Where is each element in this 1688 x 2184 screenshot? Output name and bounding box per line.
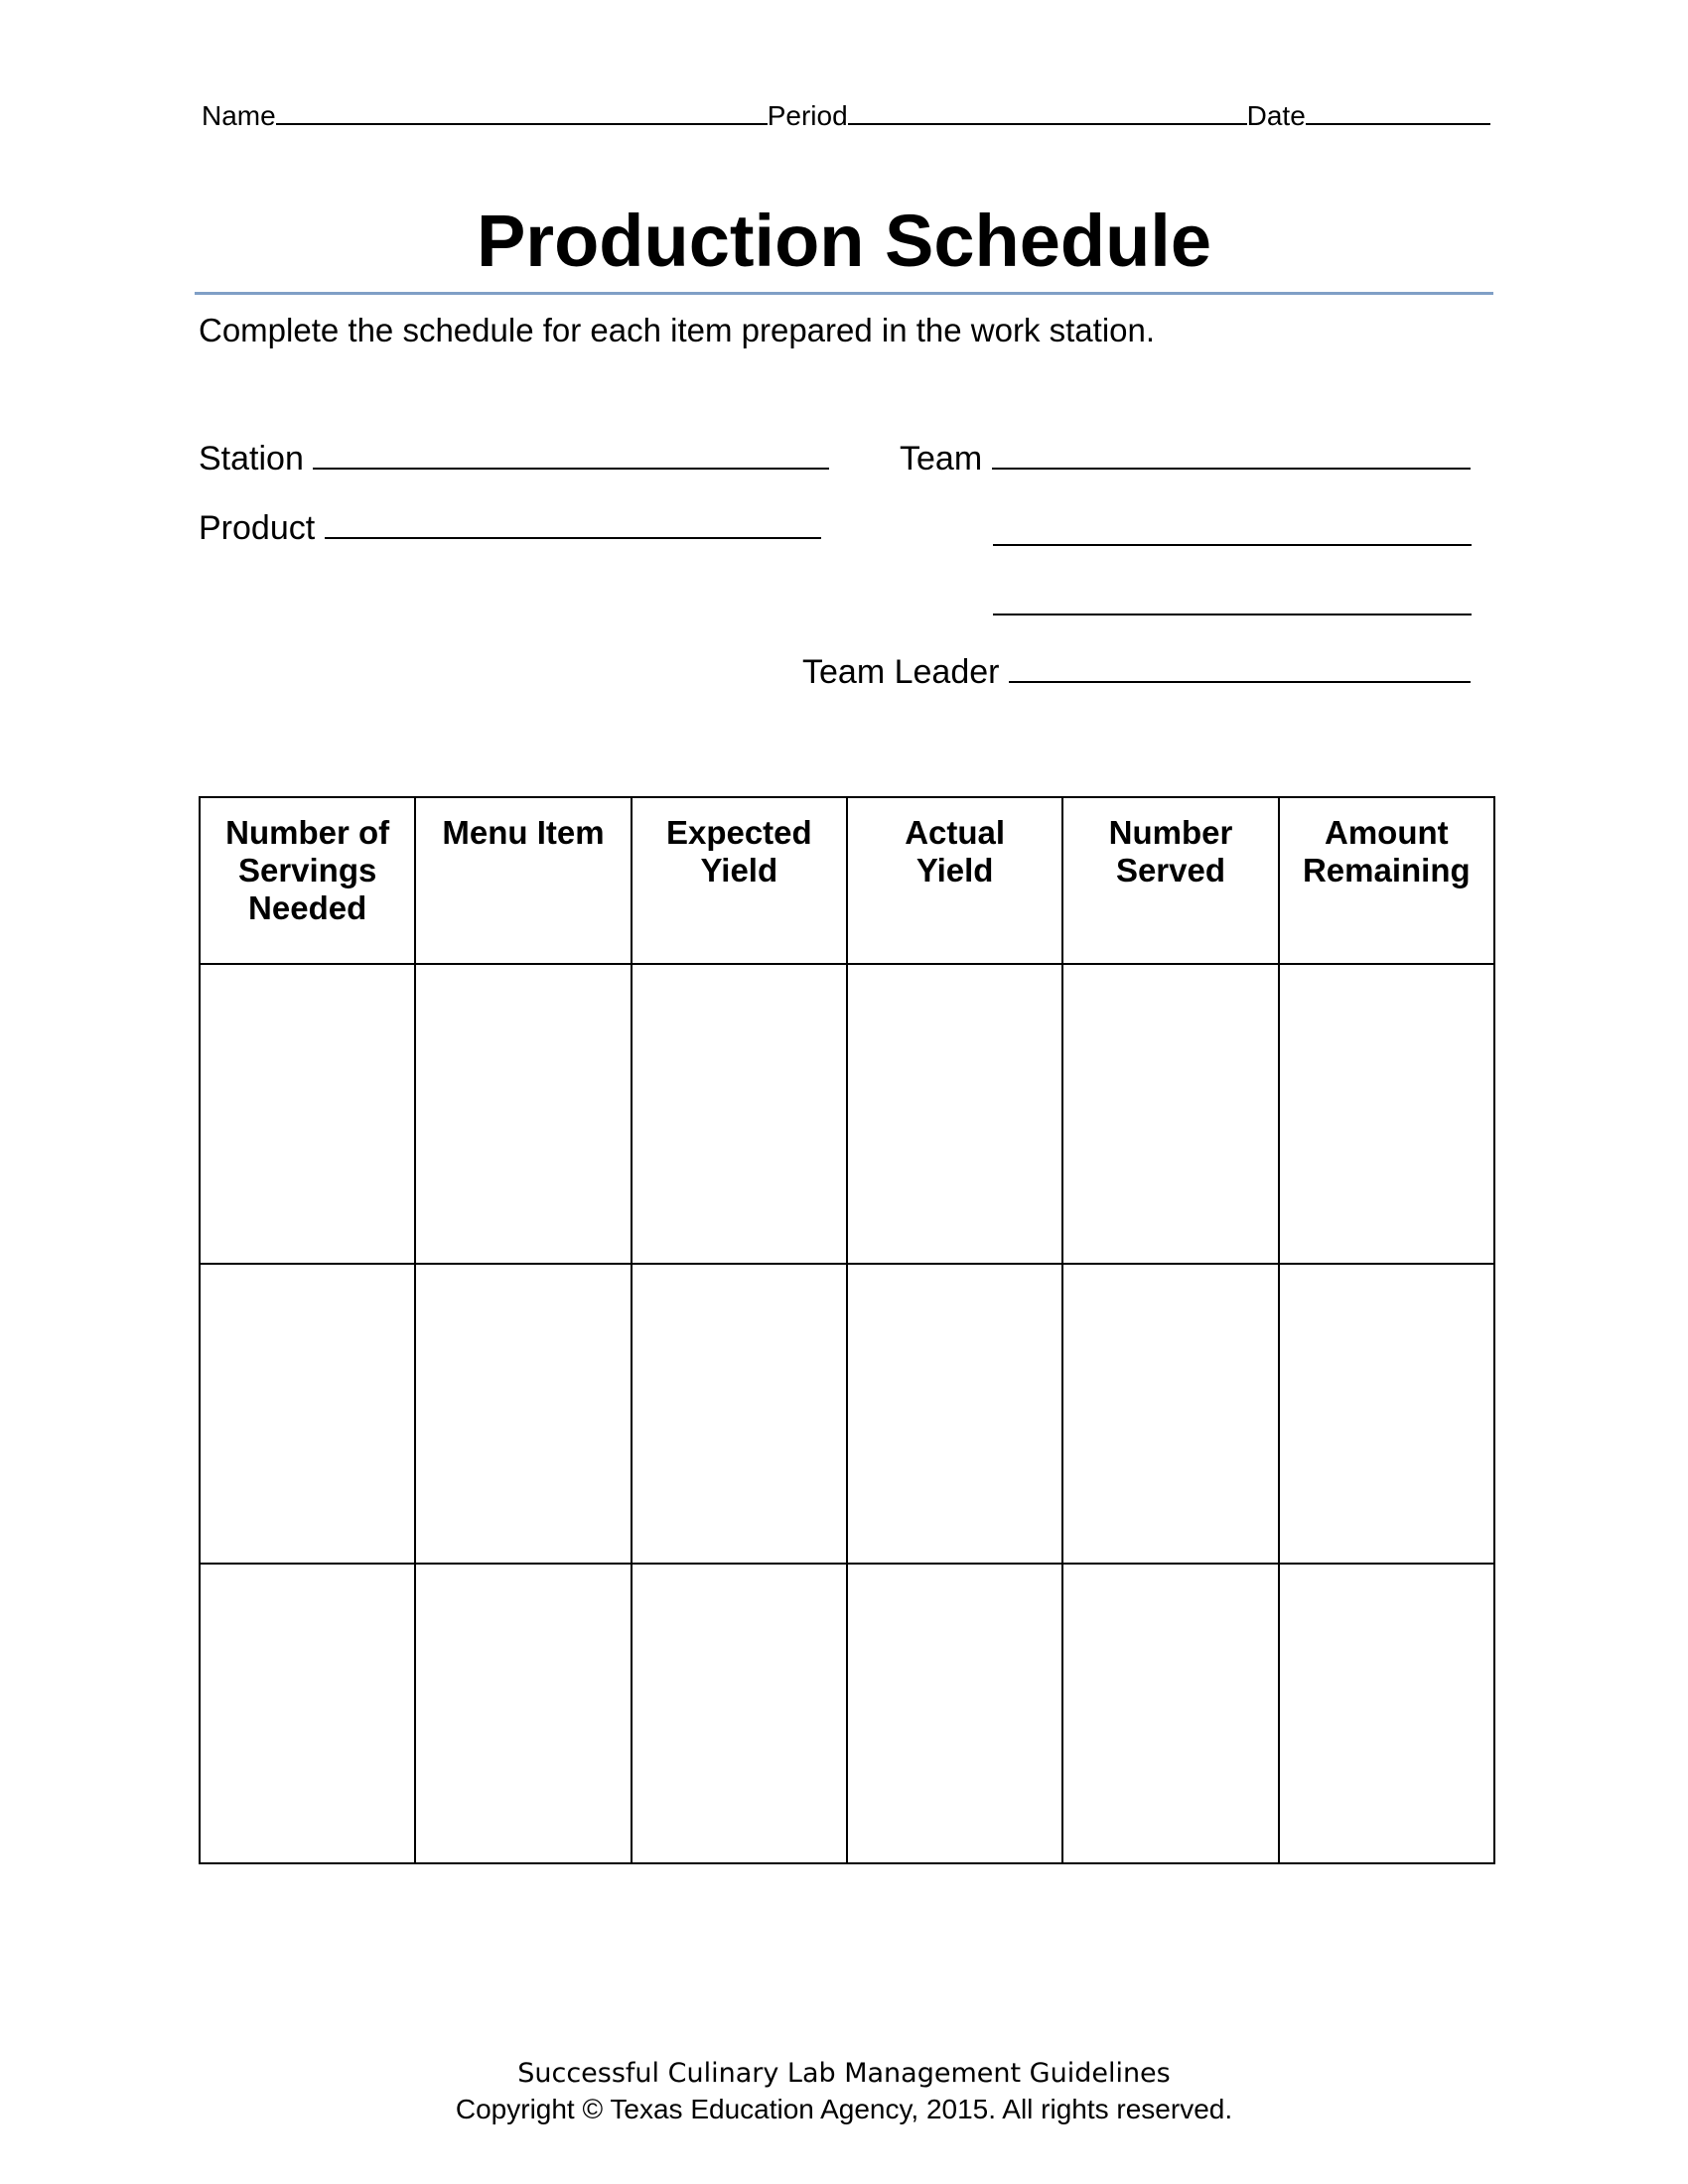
team-blank-1[interactable] bbox=[992, 438, 1471, 470]
team-blank-3[interactable] bbox=[993, 614, 1472, 615]
table-cell[interactable] bbox=[632, 1564, 847, 1863]
station-label: Station bbox=[199, 440, 304, 478]
period-label: Period bbox=[767, 100, 848, 131]
table-cell[interactable] bbox=[415, 964, 631, 1264]
page-title: Production Schedule bbox=[476, 200, 1212, 282]
col-amount-remaining: Amount Remaining bbox=[1279, 797, 1494, 964]
table-header-row bbox=[200, 797, 1494, 964]
table-cell[interactable] bbox=[847, 1564, 1062, 1863]
table-cell[interactable] bbox=[1062, 1264, 1278, 1564]
table-cell[interactable] bbox=[415, 1564, 631, 1863]
col-number-served: Number Served bbox=[1062, 797, 1278, 964]
table-cell[interactable] bbox=[847, 1264, 1062, 1564]
table-cell[interactable] bbox=[200, 1564, 415, 1863]
table-cell[interactable] bbox=[1062, 1564, 1278, 1863]
table-cell[interactable] bbox=[200, 1264, 415, 1564]
instructions-text: Complete the schedule for each item prepared in the work station. bbox=[199, 312, 1156, 348]
name-field-row bbox=[202, 95, 1490, 134]
production-schedule-table bbox=[199, 796, 1495, 1864]
team-label: Team bbox=[900, 440, 983, 478]
table-cell[interactable] bbox=[1062, 964, 1278, 1264]
name-label: Name bbox=[202, 100, 276, 131]
table-cell[interactable] bbox=[632, 964, 847, 1264]
table-cell[interactable] bbox=[632, 1264, 847, 1564]
team-leader-label: Team Leader bbox=[802, 653, 1000, 691]
table-cell[interactable] bbox=[200, 964, 415, 1264]
table-row bbox=[200, 1264, 1494, 1564]
station-field bbox=[199, 437, 829, 480]
team-blank-2[interactable] bbox=[993, 544, 1472, 546]
team-leader-field bbox=[802, 650, 1471, 694]
col-expected-yield: Expected Yield bbox=[632, 797, 847, 964]
station-blank[interactable] bbox=[313, 438, 829, 470]
footer-guidelines: Successful Culinary Lab Management Guidelines bbox=[517, 2058, 1171, 2089]
product-blank[interactable] bbox=[325, 507, 821, 539]
team-field bbox=[900, 437, 1471, 480]
table-cell[interactable] bbox=[1279, 964, 1494, 1264]
product-label: Product bbox=[199, 509, 316, 547]
table-cell[interactable] bbox=[1279, 1564, 1494, 1863]
table-row bbox=[200, 1564, 1494, 1863]
table-row bbox=[200, 964, 1494, 1264]
table-cell[interactable] bbox=[415, 1264, 631, 1564]
table-cell[interactable] bbox=[1279, 1264, 1494, 1564]
name-blank[interactable] bbox=[276, 95, 768, 125]
col-menu-item: Menu Item bbox=[415, 797, 631, 964]
footer-copyright: Copyright © Texas Education Agency, 2015. All rights reserved. bbox=[455, 2094, 1233, 2124]
title-divider bbox=[195, 292, 1493, 295]
date-label: Date bbox=[1246, 100, 1306, 131]
table-cell[interactable] bbox=[847, 964, 1062, 1264]
col-servings-needed: Number of Servings Needed bbox=[200, 797, 415, 964]
product-field bbox=[199, 506, 821, 550]
date-blank[interactable] bbox=[1306, 95, 1490, 125]
col-actual-yield: Actual Yield bbox=[847, 797, 1062, 964]
period-blank[interactable] bbox=[848, 95, 1247, 125]
team-leader-blank[interactable] bbox=[1009, 651, 1471, 683]
